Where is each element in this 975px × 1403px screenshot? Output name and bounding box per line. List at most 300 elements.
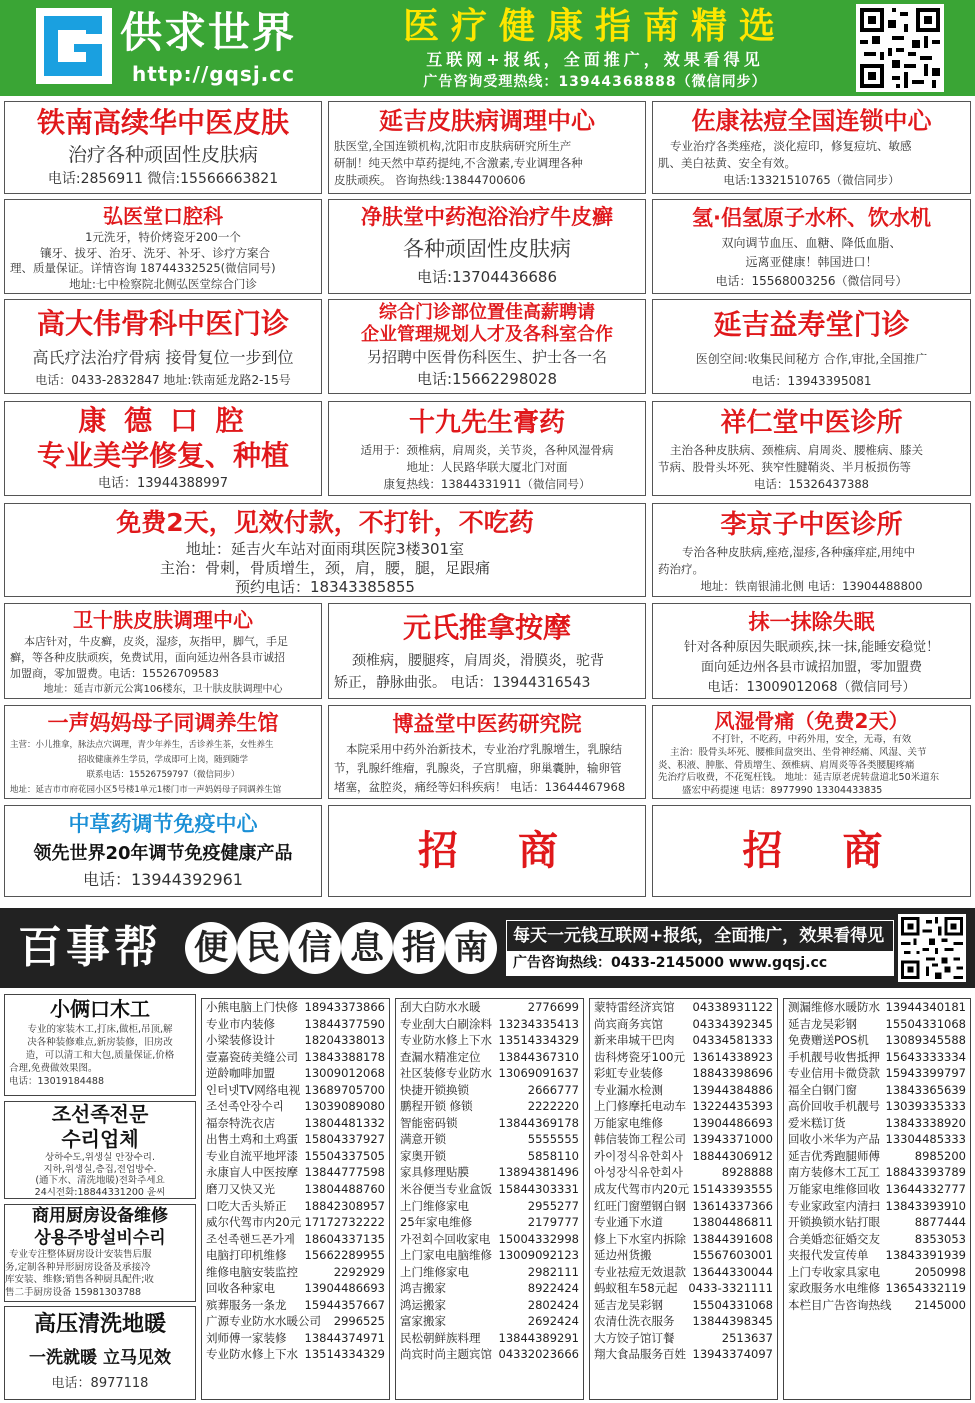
ad-herbal-immunity [4, 805, 322, 897]
ad-line: 肤医堂,全国连锁机构,沈阳市皮肤病研究所生产 [334, 139, 572, 153]
directory-entry-name: 专业信用卡微贷款 [788, 1066, 880, 1081]
directory-entry-name: 福全白钢门窗 [788, 1082, 857, 1097]
directory-entry-phone: 0433-3321111 [688, 1281, 773, 1296]
directory-entry-name: 专业防水修上下水 [400, 1033, 492, 1048]
directory-entry-name: 专业家政室内清扫 [788, 1198, 880, 1213]
ad-line: 招收健康养生学员，学成即可上岗，随到随学 [77, 755, 248, 765]
directory-entry-phone: 5858110 [527, 1148, 579, 1163]
directory-entry-name: 逆龄咖啡加盟 [206, 1066, 275, 1081]
directory-entry [396, 1065, 583, 1082]
directory-entry [784, 999, 970, 1016]
ad-yishoutang [652, 299, 971, 394]
left-ad-carpenter [4, 994, 196, 1096]
ad-line: 主治各种皮肤病、颈椎病、肩周炎、腰椎病、膝关 [670, 443, 923, 457]
directory-entry-name: 아성장식유한회사 [594, 1165, 683, 1180]
directory-entry [396, 1313, 583, 1330]
directory-entry [396, 1164, 583, 1181]
directory-entry-phone: 13304485333 [885, 1132, 966, 1147]
ad-line: 炎、积液、肿胀、骨质增生、颈椎病、肩周炎等各类腰腿疼痛 [658, 759, 915, 771]
left-ad-line: 专业专注整体厨房设计安装售后服 [9, 1249, 152, 1260]
directory-entry-name: 威尔代驾市内20元 [206, 1215, 302, 1230]
ad-line: 肌、美白祛黄、安全有效。 [658, 156, 796, 170]
directory-entry-name: 合美婚恋征婚交友 [788, 1231, 880, 1246]
directory-entry-phone: 04334581333 [692, 1033, 773, 1048]
directory-entry [784, 1049, 970, 1066]
left-ad-title: 商用厨房设备维修 [32, 1206, 168, 1226]
ad-title: 弘医堂口腔科 [103, 204, 223, 228]
ad-line: 不打针，不吃药，中药外用，安全，无毒，有效 [711, 734, 912, 745]
directory-entry-name: 가전회수回收家电 [400, 1231, 491, 1246]
band-info-box [506, 920, 894, 976]
ad-title: 祥仁堂中医诊所 [720, 408, 903, 438]
directory-entry-name: 彩虹专业装修 [594, 1066, 663, 1081]
directory-entry-name: 快捷开锁换锁 [400, 1082, 469, 1097]
directory-entry-name: 尚宾商务宾馆 [594, 1016, 663, 1031]
ad-hydrogen-water [652, 199, 971, 294]
directory-entry [590, 1346, 777, 1363]
ad-tienan-skin [4, 101, 322, 194]
directory-entry-name: 本栏目广告咨询热线 [788, 1297, 892, 1312]
ad-line: 主治：股骨头坏死、腰椎间盘突出、坐骨神经痛、风湿、关节 [670, 746, 927, 758]
directory-entry-name: 家政服务水电维修 [788, 1281, 880, 1296]
directory-column-2 [395, 998, 584, 1400]
ad-phone: 电话:2856911 微信:15566663821 [47, 171, 279, 187]
directory-entry-name: 韩信装饰工程公司 [594, 1132, 686, 1147]
directory-entry-name: 专业市内装修 [206, 1016, 275, 1031]
ad-hongyitang-dental [4, 199, 322, 294]
directory-entry-name: 夹报代发宣传单 [788, 1248, 869, 1263]
directory-entry-phone: 13844377590 [304, 1016, 385, 1031]
ad-line: 1元洗牙，特价烤瓷牙200一个 [85, 230, 241, 244]
directory-entry-name: 专业通下水道 [594, 1215, 663, 1230]
directory-entry-name: 인터넷TV网络电视 [206, 1082, 301, 1097]
ad-kangde-dental [4, 401, 322, 496]
ad-gaodawei-ortho [4, 299, 322, 394]
directory-entry [396, 1049, 583, 1066]
left-ad-title-2: 一洗就暖 立马见效 [29, 1348, 171, 1368]
directory-entry [396, 1280, 583, 1297]
zhaoshang-text: 招商 [418, 828, 618, 874]
ad-yuanshi-massage [328, 603, 646, 699]
directory-entry [202, 999, 389, 1016]
directory-entry [396, 1016, 583, 1033]
directory-column-4 [783, 998, 971, 1400]
directory-entry-phone: 13009092123 [498, 1248, 579, 1263]
directory-entry-name: 测漏维修水暖防水 [788, 1000, 880, 1014]
directory-entry [590, 1313, 777, 1330]
left-ad-line: 库安装、维修;销售各种厨具配件;收 [5, 1274, 154, 1285]
directory-entry [784, 1247, 970, 1264]
directory-entry-phone: 13804488760 [304, 1182, 385, 1197]
directory-entry-phone: 13009012068 [304, 1066, 385, 1081]
directory-entry-phone: 13614337366 [692, 1198, 773, 1213]
directory-entry-name: 高价回收手机靓号 [788, 1099, 880, 1114]
ad-title: 博益堂中医药研究院 [392, 712, 582, 736]
directory-entry-name: 25年家电维修 [400, 1215, 473, 1230]
directory-entry [396, 1198, 583, 1215]
ad-title: 李京子中医诊所 [720, 510, 903, 540]
directory-entry [396, 999, 583, 1016]
directory-entry-name: 万能家电维修 [594, 1115, 663, 1130]
directory-entry [784, 1280, 970, 1297]
ad-phone: 电话：0433-2832847 地址:铁南延龙路2-15号 [35, 373, 291, 387]
directory-entry-phone: 18844306912 [692, 1148, 773, 1163]
directory-entry-name: 鸿运搬家 [400, 1297, 446, 1312]
directory-entry [202, 1346, 389, 1363]
ad-phone: 加盟商，零加盟费。电话：15526709583 [10, 667, 219, 680]
directory-entry-phone: 15004332998 [498, 1231, 579, 1246]
directory-entry [590, 1115, 777, 1132]
directory-entry-phone: 2513637 [721, 1330, 773, 1345]
ad-insomnia [652, 603, 971, 699]
directory-entry [590, 1231, 777, 1248]
left-ad-line: (通下水、清洗地暖)전화주세요 [35, 1175, 165, 1186]
ad-phone: 盛宏中药提速 电话：8977990 13304433835 [682, 785, 883, 797]
left-ad-phone: 售二手厨房设备 15981303788 [5, 1286, 142, 1298]
directory-entry [784, 1297, 970, 1314]
ad-line: 针对各种原因失眠顽疾,抹一抹,能睡安稳觉！ [683, 640, 940, 655]
directory-entry-name: 回收小米华为产品 [788, 1132, 880, 1147]
ad-line: 另招聘中医骨伤科医生、护士各一名 [366, 348, 607, 366]
left-ad-line: 专业的家装木工,打床,做柜,吊顶,解 [27, 1024, 173, 1035]
left-ad-title: 조선족전문 [51, 1102, 149, 1126]
directory-entry [202, 1231, 389, 1248]
directory-entry [202, 1313, 389, 1330]
directory-entry [396, 1131, 583, 1148]
directory-entry [784, 1016, 970, 1033]
directory-entry-phone: 5555555 [527, 1132, 579, 1147]
ad-phone: 康复热线：13844331911（微信同号） [383, 477, 591, 491]
directory-entry [784, 1313, 970, 1330]
directory-entry-phone: 2292929 [333, 1264, 385, 1279]
directory-entry-phone: 2996525 [333, 1314, 385, 1329]
directory-entry-phone: 8353053 [914, 1231, 966, 1246]
directory-entry-phone: 15504331068 [692, 1297, 773, 1312]
directory-entry-phone: 13894381496 [498, 1165, 579, 1180]
ad-line: 本店针对，牛皮癣，皮炎，湿疹，灰指甲，脚气，手足 [24, 635, 288, 648]
directory-entry [396, 1148, 583, 1165]
directory-entry-phone: 2222220 [527, 1099, 579, 1114]
directory-entry [396, 1264, 583, 1281]
directory-entry [396, 1346, 583, 1363]
ad-phone: 电话：15568003256（微信同号） [715, 274, 908, 288]
directory-entry-phone: 13089345588 [885, 1033, 966, 1048]
ad-title: 中草药调节免疫中心 [68, 812, 258, 836]
directory-entry [202, 1049, 389, 1066]
left-ad-line: 지하,위생실,층집,전업방수. [43, 1163, 157, 1175]
ad-phone: 地址：铁南银浦北侧 电话：13904488800 [700, 579, 923, 593]
directory-entry-name: 家具修理贴膜 [400, 1165, 469, 1180]
ad-title: 风湿骨痛（免费2天） [714, 709, 909, 733]
left-ad-title: 高压清洗地暖 [33, 1312, 166, 1337]
qr-code-icon [856, 4, 944, 92]
directory-entry-phone: 13224435393 [692, 1099, 773, 1114]
directory-entry-name: 殡葬服务一条龙 [206, 1297, 287, 1312]
directory-entry-name: 上门维修家电 [400, 1264, 469, 1279]
ad-title: 抹一抹除失眠 [748, 610, 875, 634]
directory-entry-phone: 15844303331 [498, 1182, 579, 1197]
directory-entry [396, 1247, 583, 1264]
directory-entry [396, 1231, 583, 1248]
directory-entry-phone: 13234335413 [498, 1016, 579, 1031]
directory-entry-name: 刮大白防水水暖 [400, 1000, 481, 1014]
ad-line: 双向调节血压、血糖、降低血脂、 [721, 236, 902, 250]
directory-entry-phone: 13843393910 [885, 1198, 966, 1213]
directory-entry [784, 1181, 970, 1198]
band-char: 南 [445, 922, 497, 974]
directory-entry [202, 1264, 389, 1281]
directory-entry-name: 磨刀又快又光 [206, 1182, 275, 1197]
ad-weishifu [4, 603, 322, 699]
directory-entry-name: 翔大食品服务百姓 [594, 1347, 686, 1362]
directory-entry [784, 1164, 970, 1181]
directory-entry-name: 上门修摩托电动车 [594, 1099, 686, 1114]
ad-boyitang [328, 705, 646, 799]
directory-entry-phone: 13844389291 [498, 1330, 579, 1345]
ad-line: 药治疗。 [658, 562, 704, 576]
ad-line: 本院采用中药外治新技术，专业治疗乳腺增生，乳腺结 [346, 742, 622, 756]
directory-entry [784, 1065, 970, 1082]
ad-title-2: 专业美学修复、种植 [36, 439, 289, 472]
directory-entry-name: 爱米糕订货 [788, 1115, 846, 1130]
directory-entry-name: 专业自流平地坪漆 [206, 1148, 298, 1163]
directory-entry-phone: 13039335333 [885, 1099, 966, 1114]
ad-phone: 理、质量保证。详情咨询 18744332525(微信同号) [10, 261, 276, 275]
directory-entry-phone: 15567603001 [692, 1248, 773, 1263]
directory-entry-name: 上门家电电脑维修 [400, 1248, 492, 1263]
ad-phone: 联系电话：15526759797（微信同步） [86, 770, 240, 780]
ad-line: 癣，等各种皮肤顽疾，免费试用，面向延边州各县市诚招 [10, 651, 285, 664]
directory-entry [202, 1032, 389, 1049]
directory-entry-phone: 15943399797 [885, 1066, 966, 1081]
directory-entry-name: 专业刮大白刷涂料 [400, 1016, 492, 1031]
directory-entry-name: 조선족안장수리 [206, 1099, 284, 1114]
directory-entry-phone: 13844374971 [304, 1330, 385, 1345]
directory-entry-name: 回收各种家电 [206, 1281, 275, 1296]
left-ad-phone: 电话：8977118 [51, 1376, 149, 1391]
ad-shijiu-plaster [328, 401, 646, 496]
directory-entry [590, 1016, 777, 1033]
ad-title-2: 领先世界20年调节免疫健康产品 [33, 843, 293, 864]
band-char: 民 [237, 922, 289, 974]
directory-entry-name: 上门维修家电 [400, 1198, 469, 1213]
band-hotline: 广告咨询热线：0433-2145000 www.gqsj.cc [507, 951, 893, 975]
directory-entry [590, 1065, 777, 1082]
band-char: 指 [393, 922, 445, 974]
directory-entry-name: 免费赠送POS机 [788, 1033, 869, 1048]
directory-entry-name: 福奈特洗衣店 [206, 1115, 275, 1130]
directory-entry-name: 延边州货搬 [594, 1248, 652, 1263]
band-char: 信 [289, 922, 341, 974]
ad-line: 治疗各种顽固性皮肤病 [67, 144, 258, 166]
directory-entry-name: 小梁装修设计 [206, 1033, 275, 1048]
ad-phone: 电话:13321510765（微信同步） [723, 173, 900, 187]
directory-entry-phone: 13843338920 [885, 1115, 966, 1130]
directory-entry [590, 1082, 777, 1099]
ad-phone: 电话:13704436686 [416, 268, 558, 286]
directory-entry-name: 米谷便当专业盒饭 [400, 1182, 492, 1197]
directory-entry-name: 齿科烤瓷牙100元 [594, 1049, 685, 1064]
directory-entry [590, 1297, 777, 1314]
ad-line: 主营：小儿推拿，脉法点穴调理，青少年养生，舌诊养生茶，女性养生 [10, 740, 274, 750]
directory-entry [202, 1181, 389, 1198]
directory-entry-phone: 13904486693 [692, 1115, 773, 1130]
ad-clinic-recruit [328, 299, 646, 394]
ad-phone: 电话：13009012068（微信同号） [707, 680, 916, 695]
directory-entry-phone: 13069091637 [498, 1066, 579, 1081]
directory-entry-phone: 13844398345 [692, 1314, 773, 1329]
directory-entry-phone: 2050998 [914, 1264, 966, 1279]
directory-entry-phone: 15504331068 [885, 1016, 966, 1031]
ad-line: 颈椎病，腰腿疼，肩周炎，滑膜炎，驼背 [352, 653, 604, 669]
ad-title: 氢·侣氢原子水杯、饮水机 [692, 206, 931, 230]
directory-entry-phone: 15504337505 [304, 1148, 385, 1163]
left-ad-korean-repair [4, 1101, 196, 1199]
left-ad-phone: 24시전화:18844331200 윤씨 [34, 1186, 166, 1198]
directory-entry-name: 社区装修专业防水 [400, 1066, 492, 1081]
ad-phone: 电话:15662298028 [416, 370, 558, 388]
directory-entry-name: 小熊电脑上门快修 [206, 1000, 298, 1014]
ad-zhaoshang-2[interactable] [652, 805, 971, 897]
ad-address: 先治疗后收费，不花冤枉钱。 地址：延吉原老虎转盘道北50米道东 [658, 772, 940, 784]
directory-entry-phone: 13804486811 [692, 1215, 773, 1230]
ad-free-two-days [4, 503, 646, 597]
directory-entry-name: 万能家电维修回收 [788, 1182, 880, 1197]
directory-entry-name: 手机靓号收售抵押 [788, 1049, 880, 1064]
directory-entry [784, 1115, 970, 1132]
directory-entry-name: 智能密码锁 [400, 1115, 458, 1130]
directory-entry [202, 1016, 389, 1033]
directory-entry [202, 1082, 389, 1099]
directory-entry-phone: 18843393789 [885, 1165, 966, 1180]
ad-title-2: 企业管理规划人才及各科室合作 [361, 324, 613, 345]
directory-entry [784, 1346, 970, 1363]
ad-title: 元氏推拿按摩 [402, 611, 571, 644]
directory-entry-name: 조선족핸드폰가게 [206, 1231, 295, 1246]
page-title: 医疗健康指南精选 [402, 6, 787, 47]
directory-entry-phone: 2145000 [914, 1297, 966, 1312]
ad-line: 远离亚健康！韩国进口！ [745, 255, 878, 269]
directory-entry-phone: 8928888 [721, 1165, 773, 1180]
ad-title: 延吉皮肤病调理中心 [379, 107, 595, 135]
directory-entry-phone: 2692424 [527, 1314, 579, 1329]
directory-entry-phone: 15662289955 [304, 1248, 385, 1263]
directory-entry-phone: 04332023666 [498, 1347, 579, 1362]
directory-entry [202, 1098, 389, 1115]
directory-entry-name: 电脑打印机维修 [206, 1248, 287, 1263]
ad-title: 延吉益寿堂门诊 [713, 308, 910, 341]
directory-entry-name: 成友代驾市内20元 [594, 1182, 690, 1197]
ad-phone: 电话：13943395081 [751, 374, 872, 388]
ad-title: 十九先生膏药 [408, 408, 565, 438]
directory-entry [202, 1280, 389, 1297]
directory-entry-name: 开锁换锁水钻打眼 [788, 1215, 880, 1230]
directory-entry [590, 1164, 777, 1181]
directory-entry-name: 延吉优秀跑腿师傅 [788, 1148, 880, 1163]
directory-entry-phone: 13644330044 [692, 1264, 773, 1279]
ad-yanji-skin-center [328, 101, 646, 194]
directory-entry-name: 南方装修木工瓦工 [788, 1165, 880, 1180]
directory-entry-phone: 13804481332 [304, 1115, 385, 1130]
ad-line: 各种顽固性皮肤病 [403, 237, 571, 261]
directory-entry [202, 1297, 389, 1314]
left-ad-line: 造，可以清工和大包,质量保证,价格 [25, 1050, 175, 1061]
directory-entry-phone: 13904486693 [304, 1281, 385, 1296]
directory-entry-name: 鹏程开锁 修锁 [400, 1099, 473, 1114]
directory-entry [784, 1198, 970, 1215]
directory-entry-phone: 18842308957 [304, 1198, 385, 1213]
directory-entry-phone: 13654332119 [885, 1281, 966, 1296]
directory-entry-phone: 04338931122 [692, 1000, 773, 1014]
directory-entry-phone: 13844391608 [692, 1231, 773, 1246]
directory-column-3 [589, 998, 778, 1400]
page-subtitle: 互联网+报纸，全面推广，效果看得见 [426, 50, 764, 69]
directory-entry-phone: 2179777 [527, 1215, 579, 1230]
ad-title: 卫十肤皮肤调理中心 [73, 608, 253, 632]
left-ad-title: 小俩口木工 [50, 997, 150, 1021]
directory-entry-name: 满意开锁 [400, 1132, 446, 1147]
qr-code-icon [898, 914, 966, 982]
directory-entry [784, 1148, 970, 1165]
ad-line: 节，乳腺纤维瘤，乳腺炎，子宫肌瘤，卵巢囊肿，输卵管 [334, 761, 622, 775]
directory-entry-phone: 13844369178 [498, 1115, 579, 1130]
directory-entry-name: 家奥开锁 [400, 1148, 446, 1163]
directory-entry [202, 1131, 389, 1148]
directory-entry-phone: 15143393555 [692, 1182, 773, 1197]
directory-entry [784, 1131, 970, 1148]
ad-phone: 电话：15326437388 [754, 477, 869, 491]
directory-entry [784, 1264, 970, 1281]
ad-title: 佐康祛痘全国连锁中心 [691, 107, 932, 135]
ad-title: 免费2天，见效付款，不打针，不吃药 [116, 508, 534, 537]
directory-entry-phone: 8985200 [914, 1148, 966, 1163]
left-ad-line: 务,定制各种异形厨房设备及承接冷 [5, 1261, 151, 1273]
ad-zhaoshang-1[interactable] [328, 805, 646, 897]
ad-jingfutang [328, 199, 646, 294]
directory-entry-phone: 15643333334 [885, 1049, 966, 1064]
ad-title: 高大伟骨科中医门诊 [36, 307, 289, 340]
band-char: 便 [185, 922, 237, 974]
ad-address: 地址：延吉市市府花园小区5号楼1单元1楼门市一声妈妈母子同调养生馆 [10, 785, 282, 795]
directory-entry-phone: 13844777598 [304, 1165, 385, 1180]
directory-entry [590, 1198, 777, 1215]
directory-entry [590, 1049, 777, 1066]
directory-entry [590, 1280, 777, 1297]
directory-entry-phone: 18843398696 [692, 1066, 773, 1081]
ad-address: 地址:七中检察院北侧弘医堂综合门诊 [69, 276, 257, 291]
hotline: 广告咨询受理热线：13944368888（微信同步） [423, 74, 767, 90]
directory-entry-name: 民松朝鲜族料理 [400, 1330, 481, 1345]
directory-entry-phone: 13944384886 [692, 1082, 773, 1097]
ad-address: 地址：人民路华联大厦北门对面 [406, 460, 568, 474]
left-ad-floor-heating [4, 1306, 196, 1400]
ad-line: 专业治疗各类痤疮，淡化痘印，修复痘坑、敏感 [670, 139, 912, 153]
directory-entry-name: 红旺门窗塑钢白钢 [594, 1198, 686, 1213]
directory-entry-phone: 13944340181 [885, 1000, 966, 1014]
logo-url[interactable]: http://gqsj.cc [132, 62, 295, 86]
directory-entry-phone: 18604337135 [304, 1231, 385, 1246]
left-ad-title-2: 수리업체 [61, 1127, 139, 1151]
ad-line: 医创空间:收集民间秘方 合作,审批,全国推广 [695, 352, 928, 366]
band-slogan: 每天一元钱互联网+报纸，全面推广，效果看得见 [513, 926, 885, 946]
directory-entry-name: 富家搬家 [400, 1314, 446, 1329]
left-ad-phone: 电话：13019184488 [9, 1076, 104, 1087]
directory-entry [396, 1181, 583, 1198]
left-ad-kitchen-equipment [4, 1204, 196, 1302]
directory-entry-name: 新来串城干巴肉 [594, 1033, 675, 1048]
directory-entry-name: 广源专业防水水暖公司 [206, 1314, 321, 1329]
directory-entry-name: 农清仕洗衣服务 [594, 1314, 675, 1329]
